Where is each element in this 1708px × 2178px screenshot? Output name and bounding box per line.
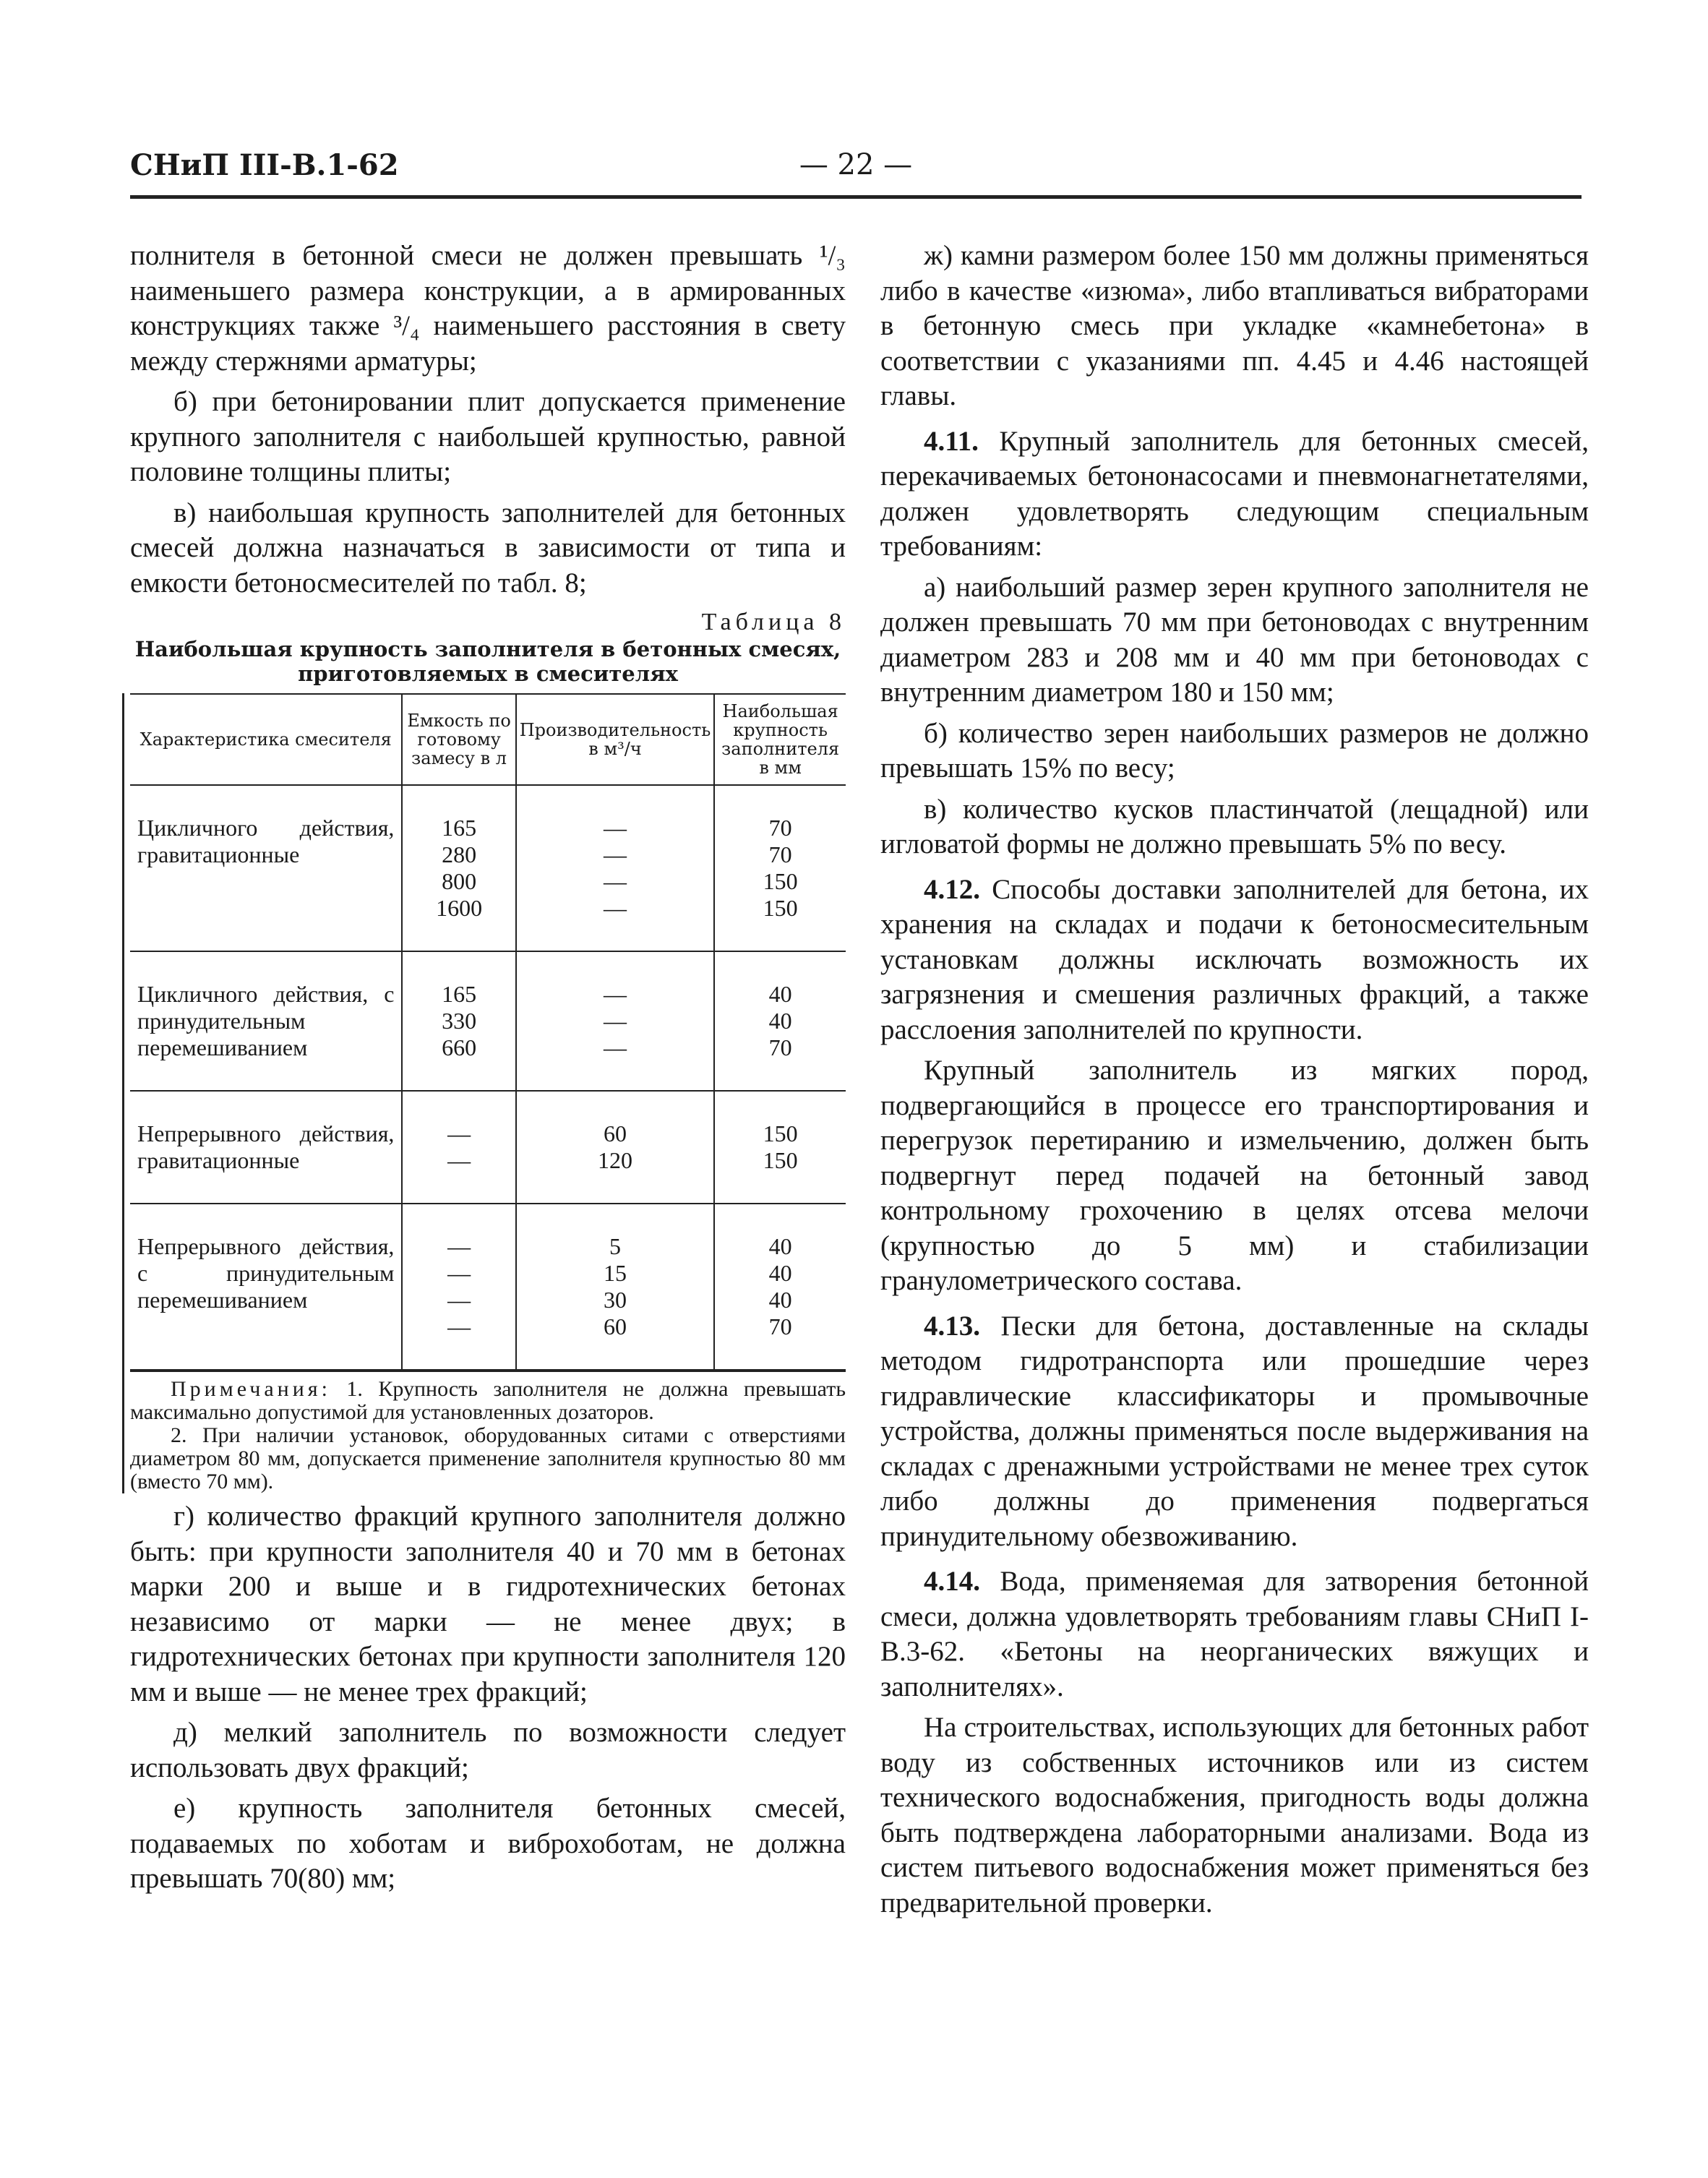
prod-value: — xyxy=(604,1008,627,1034)
prod-value: 120 xyxy=(598,1147,632,1173)
paragraph: б) при бетонировании плит допускается применение крупного заполнителя с наибольшей крупностью, равной половине толщины плиты; xyxy=(130,386,846,487)
paragraph: Крупный заполнитель из мягких пород, подвергающийся в процессе его транспортирования и перегрузок перетиранию и измельчению, должен быть подвергнут перед подачей на бетонный завод контрольному грохочению в целях отсева мелочи (крупностью до 5 мм) и стабилизации гранулометрического состава. xyxy=(880,1055,1589,1296)
paragraph: г) количество фракций крупного заполнителя должно быть: при крупности заполнителя 40 и 70 мм в бетонах марки 200 и выше и в гидротехнических бетонах независимо от марки — не менее двух; в гидротехнических бетонах при крупности заполнителя 120 мм и выше — не менее трех фракций; xyxy=(130,1501,846,1707)
mixer-type-cell: Непрерывного действия, гравитационные xyxy=(130,1091,402,1204)
page-header xyxy=(130,148,1582,199)
cap-value: 280 xyxy=(442,841,477,867)
table-row xyxy=(130,1204,846,1370)
cap-value: — xyxy=(447,1260,471,1286)
size-value: 150 xyxy=(763,1147,798,1173)
size-cell xyxy=(714,951,846,1091)
cap-value: 660 xyxy=(442,1034,477,1060)
paragraph: полнителя в бетонной смеси не должен превышать ¹/₃ наименьшего размера конструкции, а в армированных конструкциях также ³/₄ наименьшего расстояния в свету между стержнями арматуры; xyxy=(130,240,846,377)
notes-label: Примечания: xyxy=(171,1377,331,1401)
section-number: 4.12. xyxy=(924,873,980,905)
paragraph: На строительствах, использующих для бетонных работ воду из собственных источников или из систем технического водоснабжения, пригодность воды должна быть подтверждена лабораторными анализами. Вода из систем питьевого водоснабжения может применяться без предварительной проверки. xyxy=(880,1712,1589,1918)
section-text: Способы доставки заполнителей для бетона, их хранения на складах и подачи к бетоносмесительным установкам должны исключать возможность их загрязнения и смешения различных фракций, а также расслоения заполнителей по крупности. xyxy=(880,873,1589,1045)
section-text: Крупный заполнитель для бетонных смесей, перекачиваемых бетононасосами и пневмонагнетателями, должен удовлетворять следующим специальным требованиям: xyxy=(880,425,1589,562)
section-number: 4.13. xyxy=(924,1310,980,1342)
size-cell xyxy=(714,785,846,951)
size-value: 40 xyxy=(768,1260,792,1286)
table-notes xyxy=(130,1371,846,1493)
column-header: Производительность в м³/ч xyxy=(516,694,715,785)
paragraph: в) наибольшая крупность заполнителей для бетонных смесей должна назначаться в зависимости от типа и емкости бетоносмесителей по табл. 8; xyxy=(130,497,846,599)
section-4-14 xyxy=(880,1564,1589,1705)
section-number: 4.14. xyxy=(924,1566,980,1597)
size-value: 40 xyxy=(768,1233,792,1259)
cap-value: — xyxy=(447,1287,471,1313)
section-4-13 xyxy=(880,1309,1589,1555)
prod-value: — xyxy=(604,868,627,894)
prod-value: — xyxy=(604,895,627,921)
note-text: 1. Крупность заполнителя не должна превышать максимально допустимой для установленных дозаторов. xyxy=(130,1377,846,1424)
paragraph: д) мелкий заполнитель по возможности следует использовать двух фракций; xyxy=(130,1717,846,1783)
section-4-12 xyxy=(880,873,1589,1048)
size-value: 150 xyxy=(763,868,798,894)
size-value: 40 xyxy=(768,1287,792,1313)
size-value: 70 xyxy=(768,1034,792,1060)
size-value: 70 xyxy=(768,815,792,841)
table-frame xyxy=(122,693,846,1493)
prod-cell xyxy=(516,1091,715,1204)
size-value: 150 xyxy=(763,1120,798,1146)
cap-value: 165 xyxy=(442,815,477,841)
mixer-type-cell: Цикличного действия, гравитационные xyxy=(130,785,402,951)
paragraph: е) крупность заполнителя бетонных смесей, подаваемых по хоботам и виброхоботам, не должна превышать 70(80) мм; xyxy=(130,1793,846,1894)
section-text: Пески для бетона, доставленные на склады методом гидротранспорта или прошедшие через гидравлические классификаторы и промывочные устройства, должны применяться после выдерживания на складах с дренажными устройствами не менее трех суток либо должны до применения подвергаться принудительному обезвоживанию. xyxy=(880,1310,1589,1552)
cap-cell xyxy=(402,951,515,1091)
table-note xyxy=(130,1378,846,1424)
cap-value: 1600 xyxy=(436,895,483,921)
cap-value: — xyxy=(447,1233,471,1259)
paragraph: ж) камни размером более 150 мм должны применяться либо в качестве «изюма», либо втапливаться вибраторами в бетонную смесь при укладке «камнебетона» в соответствии с указаниями пп. 4.45 и 4.46 настоящей главы. xyxy=(880,240,1589,411)
prod-cell xyxy=(516,951,715,1091)
prod-value: 5 xyxy=(609,1233,621,1259)
size-cell xyxy=(714,1204,846,1370)
size-cell xyxy=(714,1091,846,1204)
paragraph: а) наибольший размер зерен крупного заполнителя не должен превышать 70 мм при бетоноводах с внутренним диаметром 283 и 208 мм и 40 мм при бетоноводах с внутренним диаметром 180 и 150 мм; xyxy=(880,571,1589,708)
right-column xyxy=(880,239,1589,1926)
size-value: 70 xyxy=(768,1313,792,1339)
paragraph: б) количество зерен наибольших размеров не должно превышать 15% по весу; xyxy=(880,717,1589,784)
mixer-type-cell: Цикличного действия, с принудительным перемешиванием xyxy=(130,951,402,1091)
cap-value: — xyxy=(447,1120,471,1146)
prod-value: — xyxy=(604,1034,627,1060)
column-header: Характеристика смесителя xyxy=(130,694,402,785)
left-column xyxy=(130,239,846,1903)
page-number: — 22 — xyxy=(799,148,913,181)
prod-value: — xyxy=(604,815,627,841)
cap-value: 165 xyxy=(442,981,477,1007)
section-4-11 xyxy=(880,424,1589,565)
prod-cell xyxy=(516,1204,715,1370)
table-row xyxy=(130,785,846,951)
prod-value: — xyxy=(604,841,627,867)
cap-cell xyxy=(402,1091,515,1204)
cap-value: 330 xyxy=(442,1008,477,1034)
section-number: 4.11. xyxy=(924,425,979,457)
paragraph: в) количество кусков пластинчатой (лещадной) или игловатой формы не должно превышать 5% по весу. xyxy=(880,793,1589,859)
table-title: Наибольшая крупность заполнителя в бетонных смесях, приготовляемых в смесителях xyxy=(134,637,841,686)
cap-cell xyxy=(402,785,515,951)
cap-value: 800 xyxy=(442,868,477,894)
cap-value: — xyxy=(447,1313,471,1339)
column-header: Наибольшая крупность заполнителя в мм xyxy=(714,694,846,785)
prod-value: 15 xyxy=(604,1260,627,1286)
document-code: СНиП III-В.1-62 xyxy=(130,148,399,182)
table-note: 2. При наличии установок, оборудованных ситами с отверстиями диаметром 80 мм, допускается применение заполнителя крупностью 80 мм (вместо 70 мм). xyxy=(130,1423,846,1493)
section-text: Вода, применяемая для затворения бетонной смеси, должна удовлетворять требованиям главы СНиП I-В.3-62. «Бетоны на неорганических вяжущих и заполнителях». xyxy=(880,1566,1589,1702)
size-value: 40 xyxy=(768,1008,792,1034)
table-row xyxy=(130,1091,846,1204)
size-value: 150 xyxy=(763,895,798,921)
prod-value: 60 xyxy=(604,1120,627,1146)
prod-value: — xyxy=(604,981,627,1007)
table-header-row xyxy=(130,694,846,785)
cap-cell xyxy=(402,1204,515,1370)
prod-value: 30 xyxy=(604,1287,627,1313)
size-value: 40 xyxy=(768,981,792,1007)
cap-value: — xyxy=(447,1147,471,1173)
header-rule xyxy=(130,195,1582,199)
prod-value: 60 xyxy=(604,1313,627,1339)
prod-cell xyxy=(516,785,715,951)
aggregate-size-table xyxy=(130,693,846,1371)
mixer-type-cell: Непрерывного действия, с принудительным перемешиванием xyxy=(130,1204,402,1370)
column-header: Емкость по готовому замесу в л xyxy=(402,694,515,785)
table-caption: Таблица 8 xyxy=(701,609,846,635)
table-row xyxy=(130,951,846,1091)
size-value: 70 xyxy=(768,841,792,867)
